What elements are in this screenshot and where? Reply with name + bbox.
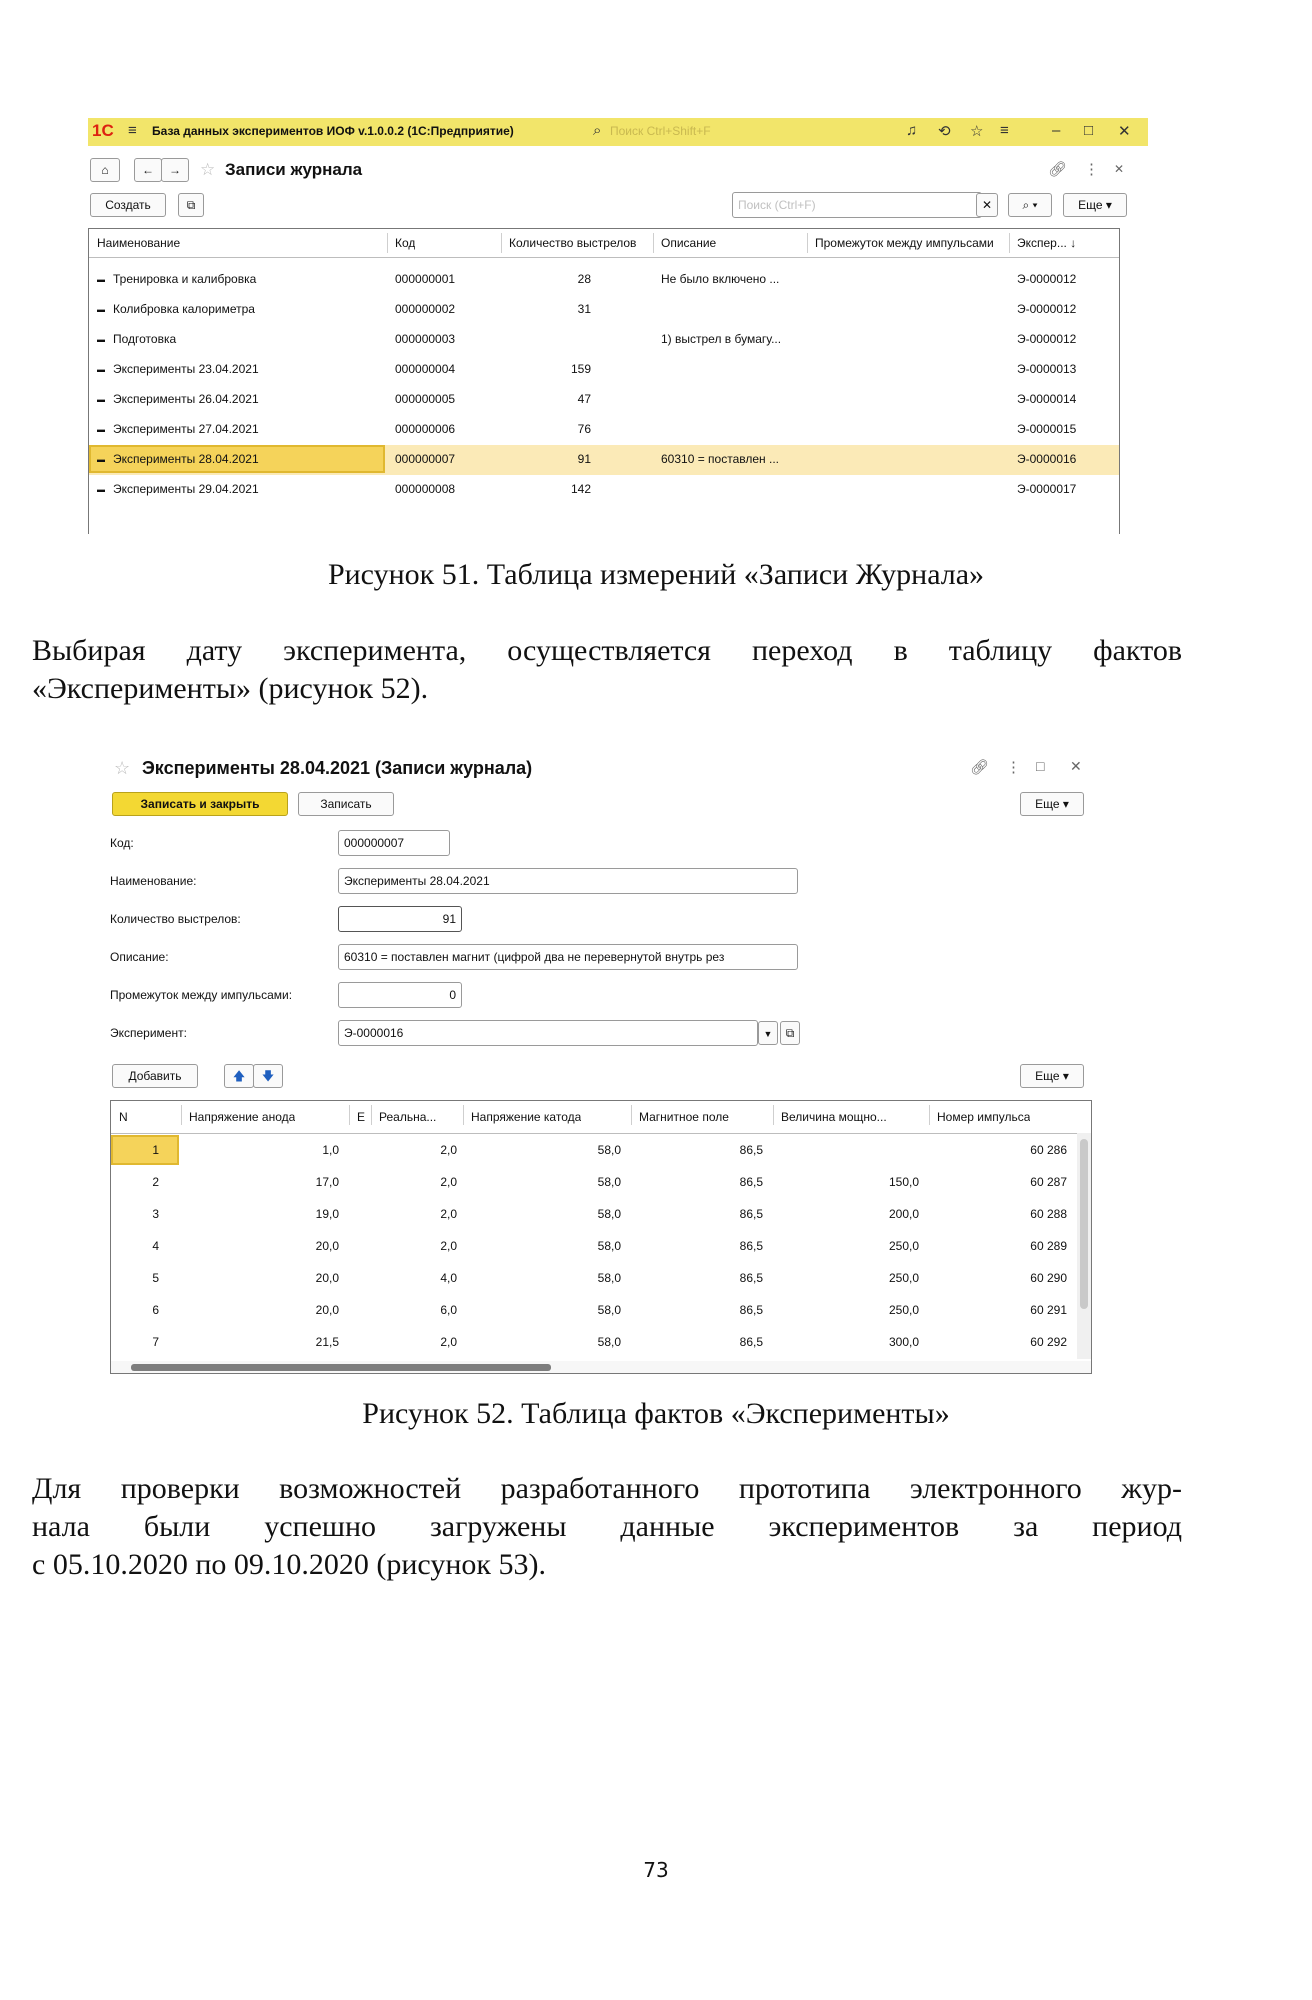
table-row[interactable] xyxy=(89,295,1119,325)
col-header-anode-voltage[interactable]: Напряжение анода xyxy=(189,1110,296,1124)
cell-real: 2,0 xyxy=(440,1175,457,1189)
col-header-interval[interactable]: Промежуток между импульсами xyxy=(815,236,994,250)
cell-cathode: 58,0 xyxy=(597,1175,621,1189)
paragraph-2-line: нала были успешно загружены данные экспериментов за период xyxy=(32,1510,1182,1543)
search-icon[interactable]: ⌕ xyxy=(593,122,602,139)
link-icon[interactable]: 🔗︎ xyxy=(1048,161,1068,178)
paragraph-1 xyxy=(32,632,1182,708)
back-button[interactable] xyxy=(134,158,162,182)
experiment-field[interactable]: Э-0000016 xyxy=(338,1020,758,1046)
more-button[interactable]: Еще ▾ xyxy=(1063,193,1127,217)
bell-icon[interactable]: ♫ xyxy=(906,122,918,139)
cell-exp: Э-0000017 xyxy=(1017,482,1077,496)
cell-n: 6 xyxy=(152,1303,159,1317)
col-header-n[interactable]: N xyxy=(119,1110,128,1124)
cell-code: 000000003 xyxy=(395,332,456,346)
paragraph-2-line: Для проверки возможностей разработанного прототипа электронного жур- xyxy=(32,1472,1182,1505)
table-row[interactable] xyxy=(89,445,1119,475)
cell-real: 6,0 xyxy=(440,1303,457,1317)
star-icon[interactable]: ☆ xyxy=(970,123,984,140)
main-menu-icon[interactable]: ≡ xyxy=(128,122,137,139)
table-row[interactable] xyxy=(111,1263,1073,1295)
table-row[interactable] xyxy=(111,1199,1073,1231)
search-button[interactable] xyxy=(1008,193,1052,217)
col-header-magnetic-field[interactable]: Магнитное поле xyxy=(639,1110,729,1124)
experiment-open-button[interactable] xyxy=(780,1021,800,1045)
arrow-down-icon: 🡇 xyxy=(261,1069,275,1083)
col-header-cathode-voltage[interactable]: Напряжение катода xyxy=(471,1110,582,1124)
cell-name: Тренировка и калибровка xyxy=(113,272,257,286)
clear-icon: ✕ xyxy=(981,198,993,212)
paragraph-2-line: с 05.10.2020 по 09.10.2020 (рисунок 53). xyxy=(32,1548,546,1581)
col-header-power[interactable]: Величина мощно... xyxy=(781,1110,887,1124)
table-row[interactable] xyxy=(89,385,1119,415)
create-button[interactable]: Создать xyxy=(90,193,166,217)
cell-real: 2,0 xyxy=(440,1143,457,1157)
cell-pulse: 60 287 xyxy=(1030,1175,1067,1189)
vertical-scroll-thumb[interactable] xyxy=(1080,1139,1088,1309)
cell-n: 7 xyxy=(152,1335,159,1349)
cell-real: 2,0 xyxy=(440,1239,457,1253)
vertical-scrollbar[interactable] xyxy=(1077,1133,1091,1359)
cell-field: 86,5 xyxy=(739,1303,763,1317)
cell-exp: Э-0000012 xyxy=(1017,332,1077,346)
maximize-icon[interactable]: □ xyxy=(1036,758,1045,774)
home-icon: ⌂ xyxy=(101,163,109,177)
cell-name: Эксперименты 28.04.2021 xyxy=(113,452,259,466)
cell-anode: 20,0 xyxy=(315,1271,339,1285)
group-marker-icon: ▬ xyxy=(97,365,105,374)
cell-pulse: 60 290 xyxy=(1030,1271,1067,1285)
cell-shots: 76 xyxy=(577,422,591,436)
history-icon[interactable]: ⟲ xyxy=(938,123,951,140)
col-header-pulse-number[interactable]: Номер импульса xyxy=(937,1110,1031,1124)
cell-field: 86,5 xyxy=(739,1271,763,1285)
cell-code: 000000005 xyxy=(395,392,456,406)
journal-table xyxy=(88,228,1120,534)
table-row[interactable] xyxy=(89,475,1119,505)
table-more-button[interactable]: Еще ▾ xyxy=(1020,1064,1084,1088)
cell-name: Подготовка xyxy=(113,332,177,346)
description-field[interactable]: 60310 = поставлен магнит (цифрой два не перевернутой внутрь рез xyxy=(338,944,798,970)
form-title: Эксперименты 28.04.2021 (Записи журнала) xyxy=(142,758,533,778)
shots-label: Количество выстрелов: xyxy=(110,912,241,926)
cell-shots: 31 xyxy=(577,302,591,316)
close-icon[interactable]: ✕ xyxy=(1118,123,1131,140)
home-button[interactable] xyxy=(90,158,120,182)
table-row[interactable] xyxy=(89,355,1119,385)
cell-name: Эксперименты 27.04.2021 xyxy=(113,422,259,436)
interval-field[interactable]: 0 xyxy=(338,982,462,1008)
cell-shots: 142 xyxy=(570,482,591,496)
window-title: База данных экспериментов ИОФ v.1.0.0.2 (1С:Предприятие) xyxy=(152,124,514,138)
cell-power: 150,0 xyxy=(888,1175,919,1189)
add-button[interactable]: Добавить xyxy=(112,1064,198,1088)
cell-shots: 28 xyxy=(577,272,591,286)
table-row[interactable] xyxy=(111,1167,1073,1199)
name-label: Наименование: xyxy=(110,874,197,888)
cell-n: 1 xyxy=(152,1143,159,1157)
cell-anode: 1,0 xyxy=(322,1143,339,1157)
maximize-icon[interactable]: □ xyxy=(1084,122,1094,139)
cell-cathode: 58,0 xyxy=(597,1303,621,1317)
cell-cathode: 58,0 xyxy=(597,1271,621,1285)
cell-real: 2,0 xyxy=(440,1207,457,1221)
col-header-e[interactable]: Е xyxy=(357,1110,366,1124)
group-marker-icon: ▬ xyxy=(97,335,105,344)
cell-anode: 17,0 xyxy=(315,1175,339,1189)
page-number: 73 xyxy=(643,1858,669,1882)
figure-51-screenshot xyxy=(88,118,1148,533)
favorite-star-icon[interactable]: ☆ xyxy=(114,758,131,778)
paragraph-1-line: «Эксперименты» (рисунок 52). xyxy=(32,672,429,705)
global-search-input[interactable]: Поиск Ctrl+Shift+F xyxy=(610,124,711,138)
table-row[interactable] xyxy=(89,415,1119,445)
cell-power: 250,0 xyxy=(888,1271,919,1285)
cell-real: 2,0 xyxy=(440,1335,457,1349)
cell-anode: 19,0 xyxy=(315,1207,339,1221)
forward-button[interactable] xyxy=(161,158,189,182)
col-header-real[interactable]: Реальна... xyxy=(379,1110,437,1124)
cell-name: Эксперименты 23.04.2021 xyxy=(113,362,259,376)
group-marker-icon: ▬ xyxy=(97,305,105,314)
minimize-icon[interactable]: – xyxy=(1052,122,1061,139)
table-header xyxy=(111,1101,1091,1134)
col-header-description[interactable]: Описание xyxy=(661,236,717,250)
copy-button[interactable] xyxy=(178,193,204,217)
description-label: Описание: xyxy=(110,950,169,964)
cell-anode: 20,0 xyxy=(315,1239,339,1253)
cell-field: 86,5 xyxy=(739,1239,763,1253)
group-marker-icon: ▬ xyxy=(97,425,105,434)
table-header xyxy=(89,229,1119,258)
cell-shots: 159 xyxy=(570,362,591,376)
col-header-shots[interactable]: Количество выстрелов xyxy=(509,236,637,250)
move-up-button[interactable] xyxy=(224,1064,254,1088)
cell-n: 3 xyxy=(152,1207,159,1221)
col-header-experiment[interactable]: Экспер... ↓ xyxy=(1017,236,1077,250)
form-title: Записи журнала xyxy=(225,160,363,179)
close-form-icon[interactable]: ✕ xyxy=(1114,162,1125,176)
code-field[interactable]: 000000007 xyxy=(338,830,450,856)
cell-exp: Э-0000012 xyxy=(1017,272,1077,286)
more-button[interactable]: Еще ▾ xyxy=(1020,792,1084,816)
cell-code: 000000007 xyxy=(395,452,456,466)
cell-anode: 21,5 xyxy=(315,1335,339,1349)
experiment-dropdown-button[interactable] xyxy=(758,1021,778,1045)
table-row[interactable] xyxy=(89,325,1119,355)
cell-exp: Э-0000015 xyxy=(1017,422,1077,436)
figure-52-screenshot xyxy=(110,752,1110,1377)
arrow-left-icon: ← xyxy=(142,163,154,177)
cell-pulse: 60 291 xyxy=(1030,1303,1067,1317)
col-header-code[interactable]: Код xyxy=(395,236,416,250)
group-marker-icon: ▬ xyxy=(97,485,105,494)
settings-menu-icon[interactable]: ≡ xyxy=(1000,122,1009,139)
cell-code: 000000002 xyxy=(395,302,456,316)
cell-desc: 1) выстрел в бумагу... xyxy=(661,332,782,346)
cell-desc: 60310 = поставлен ... xyxy=(661,452,779,466)
table-row[interactable] xyxy=(111,1231,1073,1263)
group-marker-icon: ▬ xyxy=(97,275,105,284)
horizontal-scroll-thumb[interactable] xyxy=(131,1364,551,1371)
cell-power: 250,0 xyxy=(888,1239,919,1253)
save-and-close-button[interactable]: Записать и закрыть xyxy=(112,792,288,816)
arrow-up-icon: 🡅 xyxy=(232,1069,246,1083)
open-link-icon: ⧉ xyxy=(785,1026,795,1040)
figure-52-caption: Рисунок 52. Таблица фактов «Эксперименты» xyxy=(362,1397,950,1430)
group-marker-icon: ▬ xyxy=(97,455,105,464)
cell-pulse: 60 289 xyxy=(1030,1239,1067,1253)
cell-field: 86,5 xyxy=(739,1207,763,1221)
table-row[interactable] xyxy=(111,1295,1073,1327)
cell-cathode: 58,0 xyxy=(597,1207,621,1221)
code-label: Код: xyxy=(110,836,134,850)
cell-name: Эксперименты 29.04.2021 xyxy=(113,482,259,496)
figure-51-caption: Рисунок 51. Таблица измерений «Записи Журнала» xyxy=(327,558,985,591)
app-titlebar xyxy=(88,118,1148,146)
cell-pulse: 60 288 xyxy=(1030,1207,1067,1221)
cell-name: Колибровка калориметра xyxy=(113,302,255,316)
cell-real: 4,0 xyxy=(440,1271,457,1285)
experiment-label: Эксперимент: xyxy=(110,1026,187,1040)
cell-desc: Не было включено ... xyxy=(661,272,780,286)
arrow-right-icon: → xyxy=(169,163,181,177)
cell-power: 200,0 xyxy=(888,1207,919,1221)
horizontal-scrollbar[interactable] xyxy=(111,1361,1091,1373)
col-header-name[interactable]: Наименование xyxy=(97,236,181,250)
name-field[interactable]: Эксперименты 28.04.2021 xyxy=(338,868,798,894)
cell-cathode: 58,0 xyxy=(597,1143,621,1157)
cell-field: 86,5 xyxy=(739,1335,763,1349)
clear-search-button[interactable] xyxy=(976,193,998,217)
group-marker-icon: ▬ xyxy=(97,395,105,404)
table-row[interactable] xyxy=(111,1327,1073,1359)
more-actions-icon[interactable]: ⋮ xyxy=(1084,161,1099,178)
interval-label: Промежуток между импульсами: xyxy=(110,988,293,1002)
cell-shots: 91 xyxy=(577,452,591,466)
paragraph-2 xyxy=(32,1470,1182,1584)
cell-code: 000000008 xyxy=(395,482,456,496)
cell-cathode: 58,0 xyxy=(597,1335,621,1349)
experiments-table xyxy=(110,1100,1092,1374)
cell-power: 300,0 xyxy=(888,1335,919,1349)
search-input[interactable]: Поиск (Ctrl+F) xyxy=(732,192,982,218)
cell-pulse: 60 292 xyxy=(1030,1335,1067,1349)
cell-n: 2 xyxy=(152,1175,159,1189)
cell-exp: Э-0000012 xyxy=(1017,302,1077,316)
move-down-button[interactable] xyxy=(253,1064,283,1088)
cell-shots: 47 xyxy=(577,392,591,406)
cell-pulse: 60 286 xyxy=(1030,1143,1067,1157)
favorite-star-icon[interactable]: ☆ xyxy=(200,160,216,179)
cell-exp: Э-0000016 xyxy=(1017,452,1077,466)
cell-exp: Э-0000014 xyxy=(1017,392,1077,406)
cell-cathode: 58,0 xyxy=(597,1239,621,1253)
shots-field[interactable]: 91 xyxy=(338,906,462,932)
more-actions-icon[interactable]: ⋮ xyxy=(1006,759,1021,776)
app-logo: 1С xyxy=(92,121,114,140)
save-button[interactable]: Записать xyxy=(298,792,394,816)
cell-field: 86,5 xyxy=(739,1143,763,1157)
cell-n: 4 xyxy=(152,1239,159,1253)
cell-code: 000000001 xyxy=(395,272,456,286)
cell-anode: 20,0 xyxy=(315,1303,339,1317)
search-icon: ⌕ ▾ xyxy=(1022,198,1038,212)
paragraph-1-line: Выбирая дату эксперимента, осуществляется переход в таблицу фактов xyxy=(32,634,1182,667)
copy-icon: ⧉ xyxy=(186,198,196,212)
cell-n: 5 xyxy=(152,1271,159,1285)
cell-exp: Э-0000013 xyxy=(1017,362,1077,376)
table-row[interactable] xyxy=(111,1135,1073,1167)
link-icon[interactable]: 🔗︎ xyxy=(970,759,990,776)
cell-name: Эксперименты 26.04.2021 xyxy=(113,392,259,406)
cell-code: 000000006 xyxy=(395,422,456,436)
chevron-down-icon: ▼ xyxy=(763,1029,773,1039)
table-row[interactable] xyxy=(89,265,1119,295)
cell-power: 250,0 xyxy=(888,1303,919,1317)
cell-field: 86,5 xyxy=(739,1175,763,1189)
close-icon[interactable]: ✕ xyxy=(1070,758,1082,774)
cell-code: 000000004 xyxy=(395,362,456,376)
